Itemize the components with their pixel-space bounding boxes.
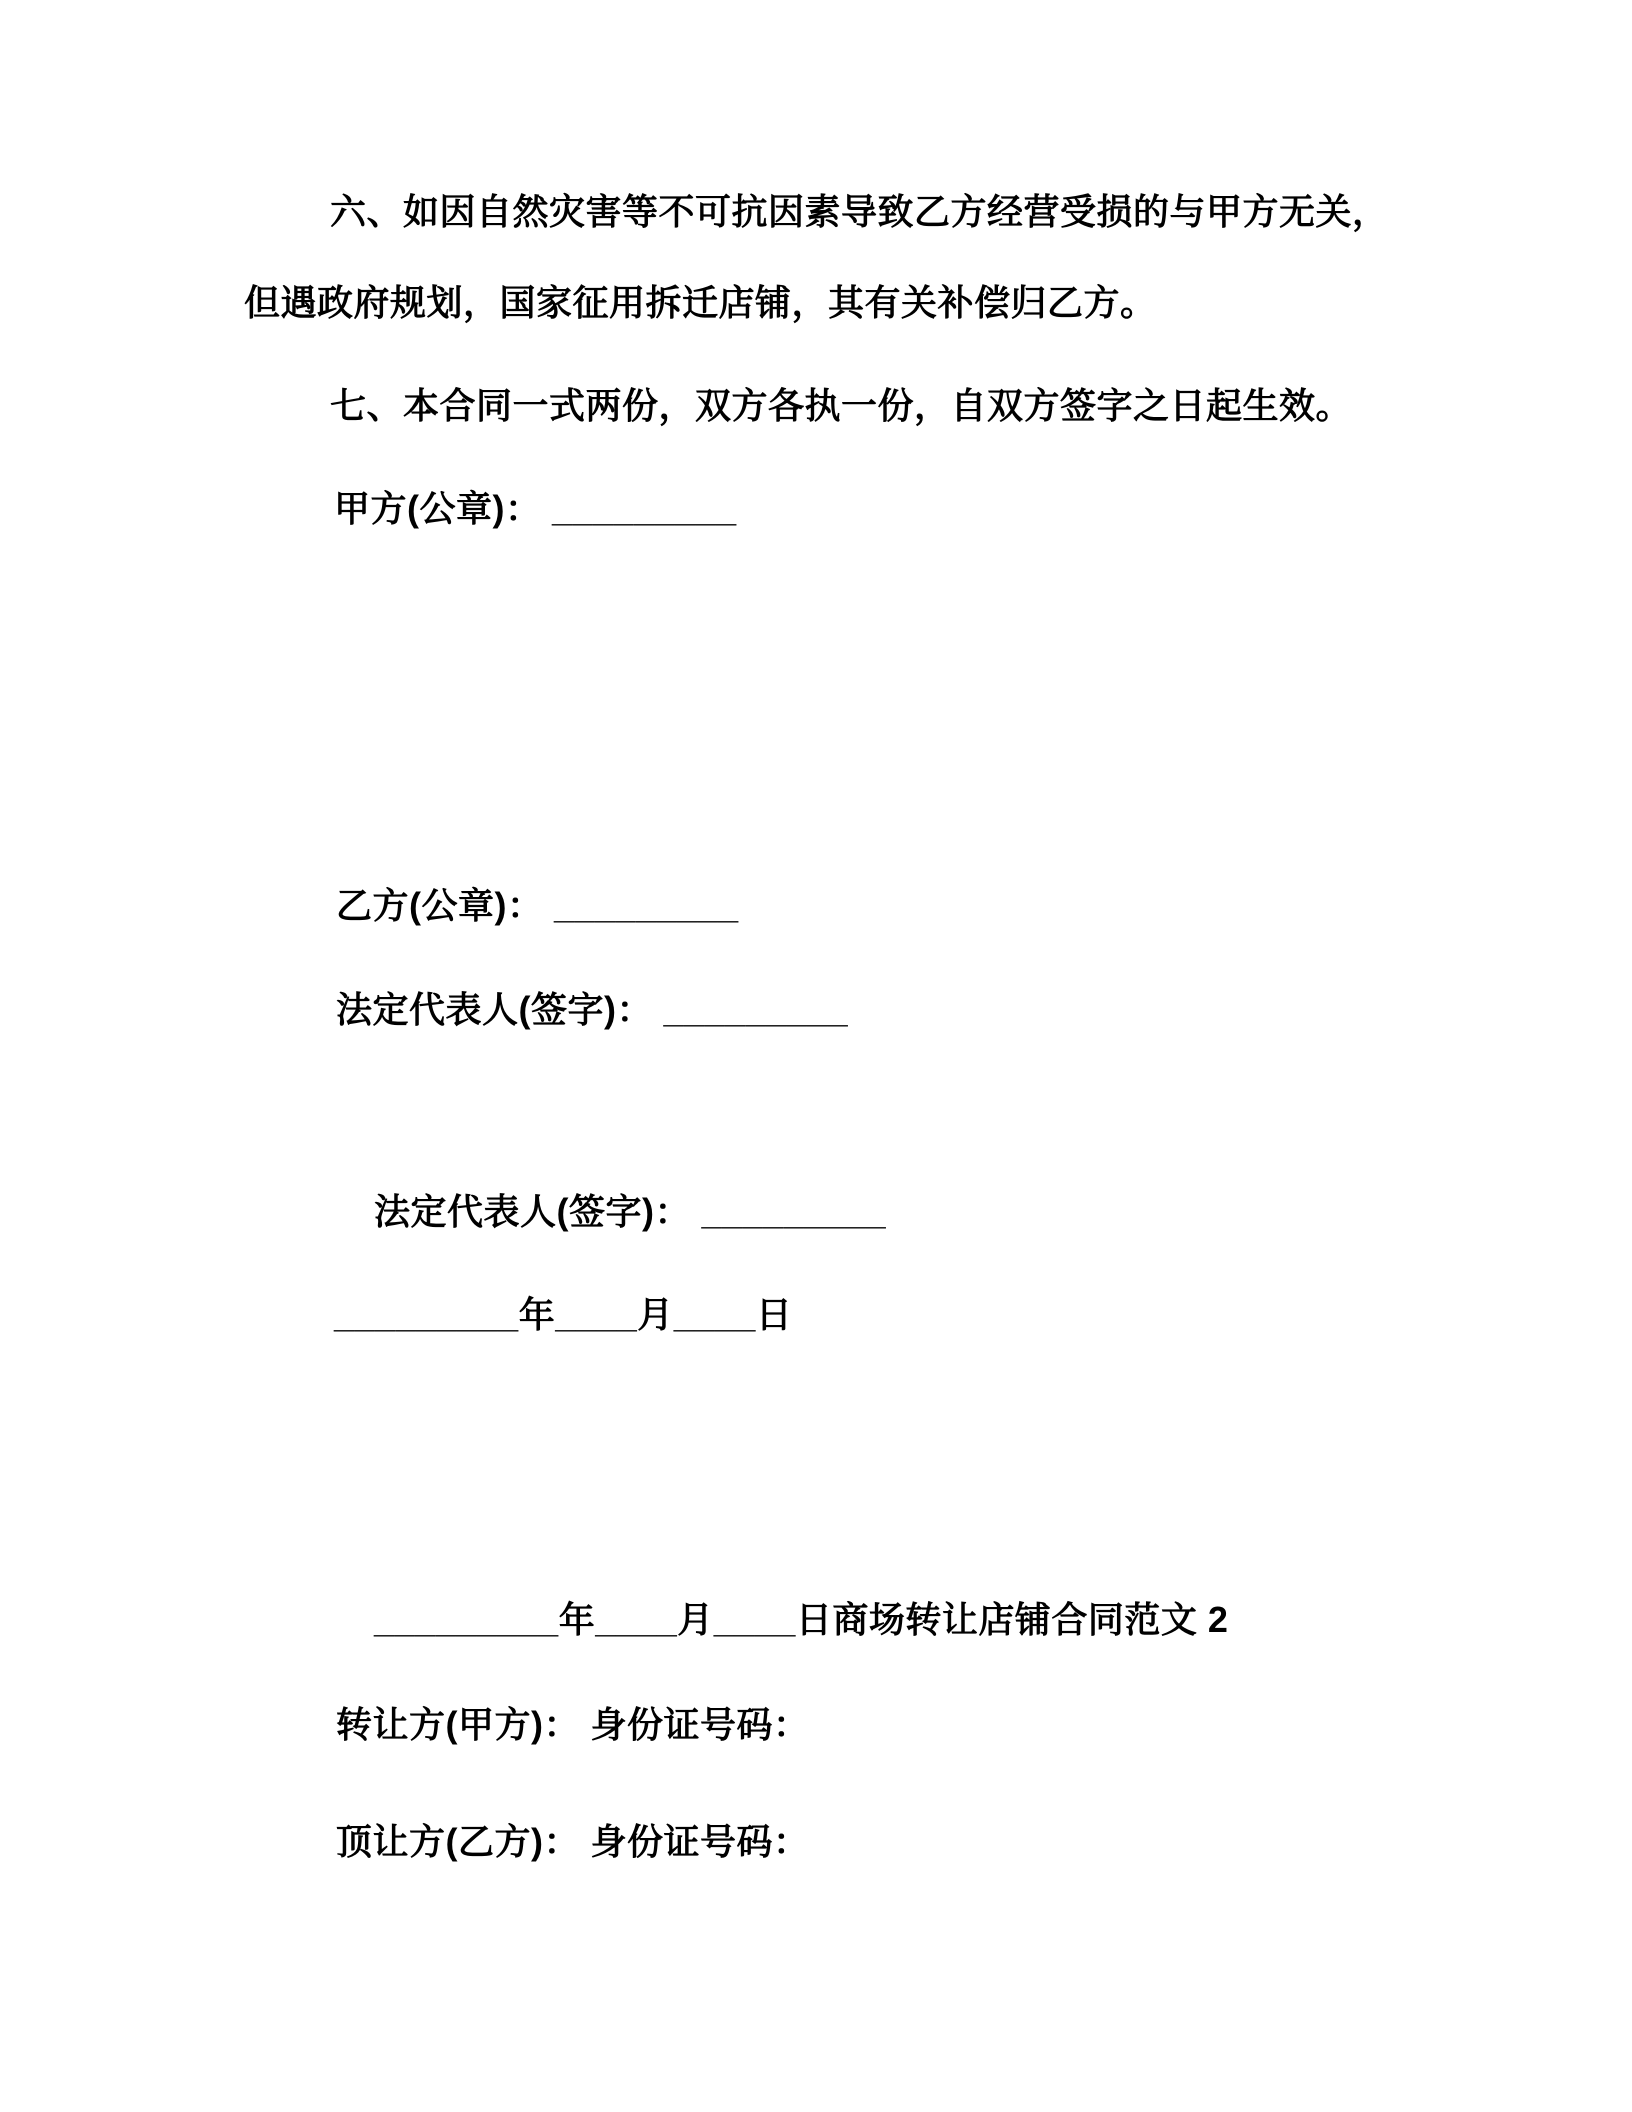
date-blank-line: _________年____月____日 [334,1294,793,1335]
transferee-id-line: 顶让方(乙方)： 身份证号码： [336,1821,810,1862]
legal-rep-signature-line-1: 法定代表人(签字)： _________ [336,989,849,1030]
party-a-seal-line: 甲方(公章)： _________ [334,488,737,529]
party-b-seal-line: 乙方(公章)： _________ [336,885,739,926]
section-2-title-line: _________年____月____日商场转让店铺合同范文 2 [374,1599,1229,1640]
transferor-id-line: 转让方(甲方)： 身份证号码： [336,1704,810,1745]
legal-rep-signature-line-2: 法定代表人(签字)： _________ [374,1191,887,1232]
clause-six-text-line-1: 六、如因自然灾害等不可抗因素导致乙方经营受损的与甲方无关， [330,191,1389,232]
clause-seven-text: 七、本合同一式两份，双方各执一份，自双方签字之日起生效。 [330,385,1353,426]
clause-six-text-line-2: 但遇政府规划，国家征用拆迁店铺，其有关补偿归乙方。 [244,282,1157,323]
